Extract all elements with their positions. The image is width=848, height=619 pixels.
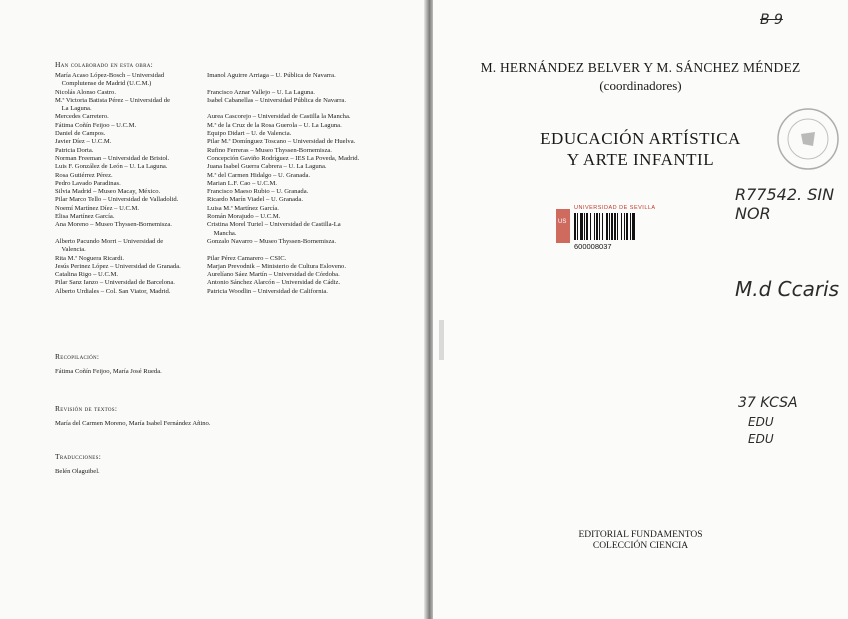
contributor-line: Pilar Marco Tello – Universidad de Valladolid. [55,196,179,204]
barcode-bar [594,213,595,240]
contributor-line: Antonio Sánchez Alarcón – Universidad de Cádiz. [207,279,341,287]
contributor-line: Elisa Martínez García. [55,213,115,221]
contributor-line: Rosa Gutiérrez Pérez. [55,171,113,179]
barcode-bar [580,213,583,240]
contributor-line: Francisco Aznar Vallejo – U. La Laguna. [207,88,315,96]
revision-label: Revisión de textos: [55,404,118,413]
book-authors: M. HERNÁNDEZ BELVER Y M. SÁNCHEZ MÉNDEZ [480,60,801,75]
contributor-line: Román Morajudo – U.C.M. [207,213,281,221]
contributor-line: Pedro Lavado Paradinas. [55,179,121,187]
handwritten-shelfmark: R77542. SIN NOR [735,185,835,223]
contributor-line: Ana Moreno – Museo Thyssen-Bornemisza. [55,221,172,229]
barcode-bar [621,213,622,240]
contributor-line: Mancha. [207,229,237,237]
faded-stamp-mark [437,320,447,360]
contributor-line: Norman Freeman – Universidad de Bristol. [55,154,170,162]
contributor-line: Rufino Ferreras – Museo Thyssen-Bornemisza. [207,146,332,154]
barcode-bar [617,213,618,240]
contributor-line: Francisco Maeso Rubio – U. Granada. [207,188,309,196]
barcode-icon [556,203,666,251]
contributor-line: María Acaso López-Bosch – Universidad [55,72,165,79]
barcode-bar [614,213,616,240]
contributor-line: Concepción Gaviño Rodríguez – IES La Poveda, Madrid. [207,154,360,162]
contributor-line: Daniel de Campos. [55,130,106,138]
contributor-line: Patricia Dorta. [55,146,94,154]
contributor-line: M.ª de la Cruz de la Rosa Guerola – U. La Laguna. [207,121,342,129]
contributor-line: Alberto Pacundo Morri – Universidad de [55,237,164,245]
contributors-right-column [207,72,359,296]
contributor-line: Complutense de Madrid (U.C.M.) [55,80,152,88]
barcode-bar [626,213,628,240]
contributor-line: M.ª Victoria Batista Pérez – Universidad de [55,96,171,104]
barcode-bar [606,213,608,240]
contributor-line: La Laguna. [55,105,92,113]
title-line-2: Y ARTE INFANTIL [566,150,715,169]
barcode-bar [574,213,576,240]
revision-value: María del Carmen Moreno, María Isabel Fernández Añino. [55,420,211,427]
contributors-left-column [55,72,181,296]
barcode-bar [602,213,603,240]
contributor-line: Javier Díez – U.C.M. [55,138,112,146]
handwritten-edu-1: EDU [748,415,774,429]
contributor-line: Gonzalo Navarro – Museo Thyssen-Bornemisza. [207,237,336,245]
contributor-line: Luisa M.ª Martínez García. [207,204,279,212]
barcode-bar [609,213,610,240]
collection-name: COLECCIÓN CIENCIA [592,541,689,551]
contributor-line [207,80,359,88]
contributor-line: Ricardo Marín Viadel – U. Granada. [207,196,303,204]
stamp-text: UNIVERSIDAD DE SEVILLA [574,205,656,211]
contributor-line: Aurelíano Sáez Martín – Universidad de Córdoba. [207,271,340,279]
barcode-bar [586,213,588,240]
contributor-line: Pilar Pérez Camarero – CSIC. [207,254,287,262]
barcode-bar [624,213,625,240]
handwritten-top-right: B 9 [760,12,783,28]
barcode-bar [632,213,635,240]
contributor-line: Juana Isabel Guerra Cabrera – U. La Laguna. [207,163,327,171]
contributor-line [207,246,359,254]
right-page [433,0,848,619]
handwritten-code: 37 KCSA [738,395,798,411]
publisher-block [433,530,848,552]
contributor-line: Pilar Sanz Ianzo – Universidad de Barcelona. [55,279,175,287]
publisher-name: EDITORIAL FUNDAMENTOS [578,530,703,540]
contributor-line: Marian L.F. Cao – U.C.M. [207,179,277,187]
traducciones-label: Traducciones: [55,452,102,461]
contributor-line: Marjan Prevodnik – Ministerio de Cultura Esloveno. [207,262,346,270]
barcode-number: 600008037 [574,242,612,251]
recopilacion-label: Recopilación: [55,352,100,361]
contributor-line: Alberto Urdiales – Col. San Viator, Madrid. [55,287,171,295]
contributor-line: Patricia Woodlin – Universidad de California. [207,287,328,295]
contributor-line: Aurea Cascorejo – Universidad de Castilla la Mancha. [207,113,351,121]
contributor-line: Pilar M.ª Domínguez Toscano – Universidad de Huelva. [207,138,356,146]
contributor-line: Silvia Madrid – Museo Macay, México. [55,188,161,196]
barcode-bar [577,213,578,240]
recopilacion-value: Fátima Coñín Feijoo, María José Rueda. [55,368,162,375]
traducciones-value: Belén Olaguibel. [55,468,100,475]
contributor-line: Luis F. González de León – U. La Laguna. [55,163,168,171]
library-round-stamp [773,104,843,174]
barcode-bar [590,213,591,240]
contributor-line: Fátima Coñín Feijoo – U.C.M. [55,121,137,129]
contributor-line: Noemí Martínez Díez – U.C.M. [55,204,140,212]
contributor-line: Catalina Rigo – U.C.M. [55,271,119,279]
library-barcode-label [556,203,666,251]
barcode-bar [630,213,631,240]
contributor-line: Equipo Didart – U. de Valencia. [207,130,292,138]
contributors-label: Han colaborado en esta obra: [55,60,154,69]
contributor-line [207,105,359,113]
barcode-bar [611,213,613,240]
contributor-line: Isabel Cabanellas – Universidad Pública de Navarra. [207,96,346,104]
seal-icon [773,104,843,174]
contributor-line: M.ª del Carmen Hidalgo – U. Granada. [207,171,311,179]
title-line-1: EDUCACIÓN ARTÍSTICA [540,129,741,148]
barcode-bar [596,213,598,240]
coordinators-note: (coordinadores) [599,78,682,93]
handwritten-signature: M.d Ccaris [735,277,840,301]
barcode-bar [584,213,585,240]
barcode-bar [599,213,600,240]
contributor-line [55,230,181,238]
contributor-line: Imanol Aguirre Arriaga – U. Pública de Navarra. [207,72,336,79]
contributor-line: Valencia. [55,246,86,254]
handwritten-edu-2: EDU [748,432,774,446]
contributor-line: Rita M.ª Noguera Ricardi. [55,254,125,262]
contributor-line: Mercedes Carretero. [55,113,109,121]
contributor-line: Jesús Perinez López – Universidad de Granada. [55,262,181,270]
contributor-line: Cristina Morel Turiel – Universidad de Castilla-La [207,221,341,229]
contributor-line: Nicolás Alonso Castro. [55,88,116,96]
svg-text:US: US [558,219,567,225]
